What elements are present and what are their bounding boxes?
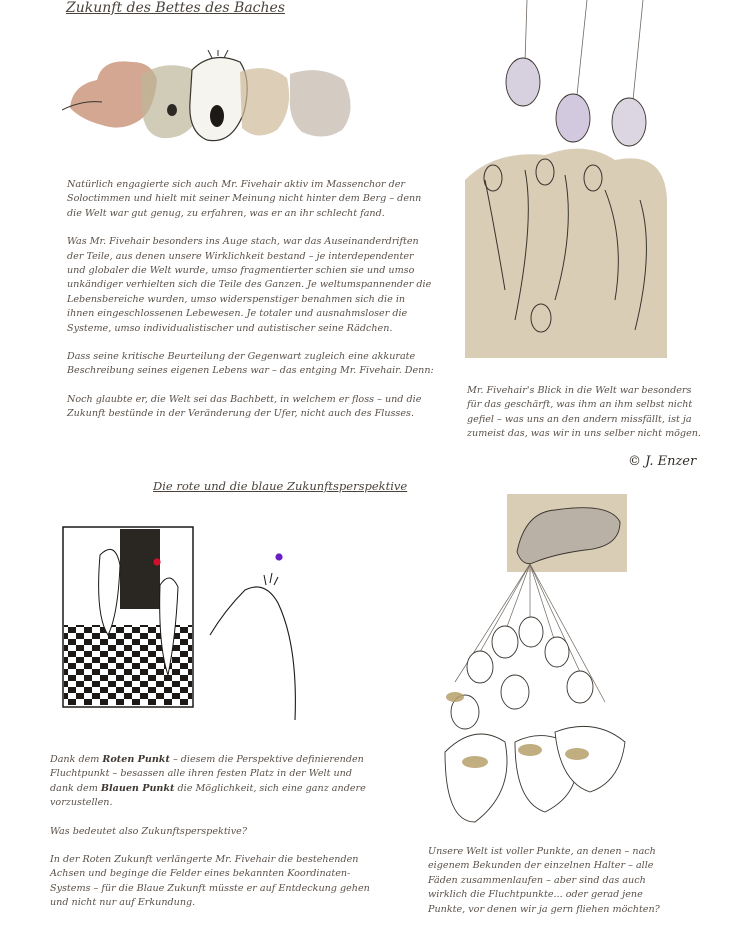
page-title: Zukunft des Bettes des Baches bbox=[66, 0, 285, 16]
left-paragraph-4: Noch glaubte er, die Welt sei das Bachbett, in welchem er floss – und die Zukunft bestünde in der Veränderung der Ufer, nicht auch des Flusses. bbox=[67, 393, 422, 420]
signature: © J. Enzer bbox=[628, 454, 697, 469]
bottom-right-caption: Unsere Welt ist voller Punkte, an denen – nach eigenem Bekunden der einzelnen Halter – alle Fäden zusammenlaufen – aber sind das auch wirklich die Fluchtpunkte... oder gerad jene Punkte, vor denen wir ja gern fliehen möchten? bbox=[428, 846, 660, 915]
red-point bbox=[153, 558, 160, 565]
bottom-left-text bbox=[50, 753, 370, 925]
left-paragraph-2: Was Mr. Fivehair besonders ins Auge stach, war das Auseinanderdriften der Teile, aus denen unsere Wirklichkeit bestand – je interdependenter und globaler die Welt wurde, umso fragmentierter schien sie und umso unkändiger verhielten sich die Teile des Ganzen. Je weltumspannender die Lebensbereiche wurden, umso widerspenstiger benahmen sich die in ihnen eingeschlossenen Lebewesen. Je totaler und ausnahmsloser die Systeme, umso individualistischer und autistischer seine Rädchen. bbox=[67, 236, 432, 334]
bottom-left-paragraph-2: Was bedeutet also Zukunftsperspektive? bbox=[50, 825, 247, 837]
left-text-block bbox=[67, 178, 435, 436]
bottom-left-paragraph-1: Dank dem Roten Punkt – diesem die Perspektive definierenden Fluchtpunkt – besassen alle ihren festen Platz in der Welt und dank dem Blauen Punkt die Möglichkeit, sich eine ganz andere vorzustellen. bbox=[50, 754, 366, 809]
left-paragraph-1: Natürlich engagierte sich auch Mr. Fivehair aktiv im Massenchor der Soloctimmen und hielt mit seiner Meinung nicht hinter dem Berg – denn die Welt war gut genug, zu erfahren, was er an ihr schlecht fand. bbox=[67, 179, 422, 219]
section-subtitle: Die rote und die blaue Zukunftsperspektive bbox=[153, 479, 408, 493]
blue-point bbox=[275, 553, 282, 560]
perspective-drawing bbox=[60, 525, 305, 725]
red-point-label: Roten Punkt bbox=[102, 754, 170, 765]
bottom-left-paragraph-3: In der Roten Zukunft verlängerte Mr. Fivehair die bestehenden Achsen und beginge die Felder eines bekannten Koordinaten-Systems – für die Blaue Zukunft müsste er auf Entdeckung gehen und nicht nur auf Erkundung. bbox=[50, 854, 370, 909]
hanging-heads-drawing bbox=[465, 0, 670, 360]
blue-point-label: Blauen Punkt bbox=[100, 782, 175, 794]
left-paragraph-3: Dass seine kritische Beurteilung der Gegenwart zugleich eine akkurate Beschreibung seines eigenen Lebens war – das entging Mr. Fivehair. Denn: bbox=[67, 351, 434, 377]
puppet-strings-drawing bbox=[435, 492, 630, 837]
right-caption: Mr. Fivehair's Blick in die Welt war besonders für das geschärft, was ihm an ihm selbst nicht gefiel – was uns an den andern missfällt, ist ja zumeist das, was wir in uns selber nicht mögen. bbox=[467, 385, 701, 440]
choir-heads-drawing bbox=[62, 50, 362, 145]
